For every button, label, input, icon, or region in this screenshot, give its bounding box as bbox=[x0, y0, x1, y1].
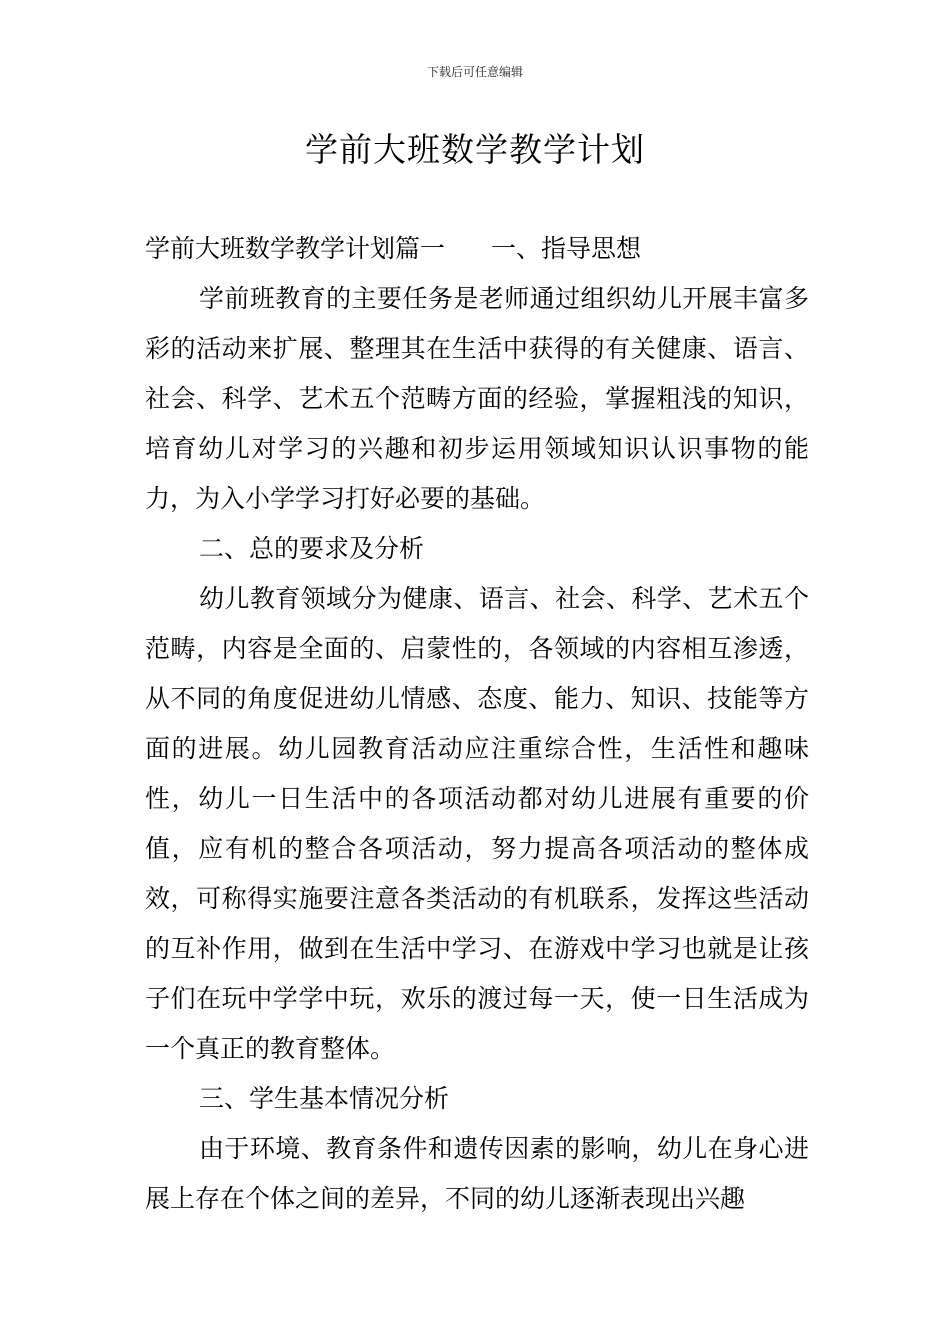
section-1-paragraph: 学前班教育的主要任务是老师通过组织幼儿开展丰富多彩的活动来扩展、整理其在生活中获得的有关健康、语言、社会、科学、艺术五个范畴方面的经验，掌握粗浅的知识，培育幼儿对学习的兴趣和初步运用领域知识认识事物的能力，为入小学学习打好必要的基础。 bbox=[145, 284, 809, 513]
section-1-heading: 一、指导思想 bbox=[491, 234, 642, 263]
header-note: 下载后可任意编辑 bbox=[426, 65, 523, 79]
intro-label: 学前大班数学教学计划篇一 bbox=[145, 234, 446, 263]
section-2-paragraph: 幼儿教育领域分为健康、语言、社会、科学、艺术五个范畴，内容是全面的、启蒙性的，各领域的内容相互渗透，从不同的角度促进幼儿情感、态度、能力、知识、技能等方面的进展。幼儿园教育活动应注重综合性，生活性和趣味性，幼儿一日生活中的各项活动都对幼儿进展有重要的价值，应有机的整合各项活动，努力提高各项活动的整体成效，可称得实施要注意各类活动的有机联系，发挥这些活动的互补作用，做到在生活中学习、在游戏中学习也就是让孩子们在玩中学学中玩，欢乐的渡过每一天，使一日生活成为一个真正的教育整体。 bbox=[145, 584, 809, 1063]
document-title: 学前大班数学教学计划 bbox=[305, 130, 645, 169]
document-body bbox=[145, 224, 809, 1224]
section-3-heading: 三、学生基本情况分析 bbox=[199, 1084, 450, 1113]
section-2-heading: 二、总的要求及分析 bbox=[199, 534, 425, 563]
section-3-paragraph: 由于环境、教育条件和遗传因素的影响，幼儿在身心进展上存在个体之间的差异，不同的幼儿逐渐表现出兴趣 bbox=[145, 1134, 809, 1213]
intro-line bbox=[145, 224, 809, 274]
